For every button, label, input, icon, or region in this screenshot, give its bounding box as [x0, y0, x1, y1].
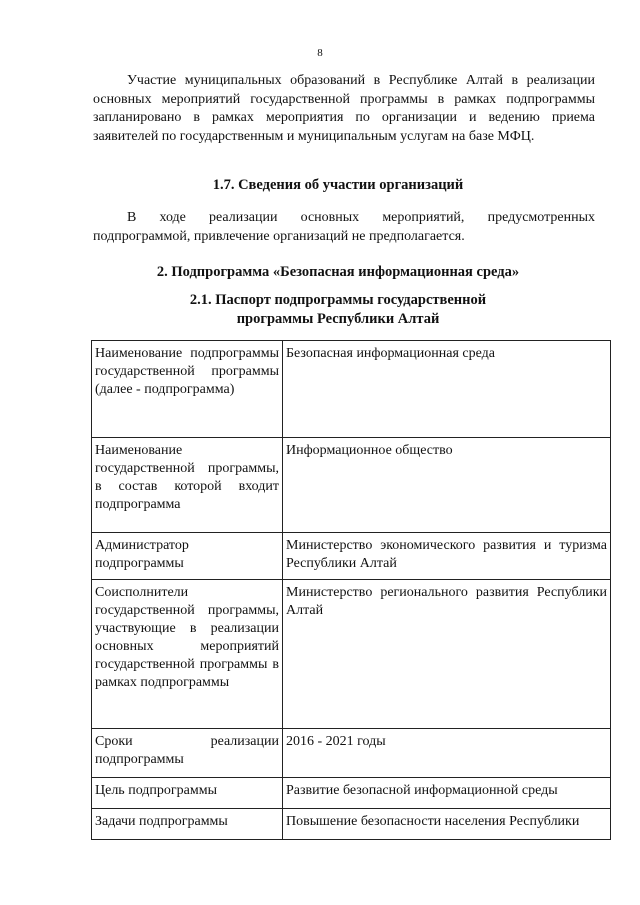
- row-label: Наименование подпрограммы государственной программы (далее - подпрограмма): [92, 341, 283, 438]
- subprogram-passport-table: [91, 340, 611, 840]
- paragraph-municipal-participation: Участие муниципальных образований в Республике Алтай в реализации основных мероприятий государственной программы в рамках подпрограммы запланировано в рамках мероприятия по организации и ведению приема заявителей по государственным и муниципальным услугам на базе МФЦ.: [93, 73, 595, 144]
- section-heading-2-1-line2: программы Республики Алтай: [236, 310, 440, 327]
- table-row: [92, 438, 611, 533]
- row-label: Наименование государственной программы, в состав которой входит подпрограмма: [92, 438, 283, 533]
- row-value: Безопасная информационная среда: [283, 341, 611, 438]
- table-row: [92, 809, 611, 840]
- table-row: [92, 533, 611, 580]
- section-heading-1-7: 1.7. Сведения об участии организаций: [212, 177, 464, 193]
- row-value: 2016 - 2021 годы: [283, 729, 611, 778]
- row-value: Развитие безопасной информационной среды: [283, 778, 611, 809]
- table-row: [92, 341, 611, 438]
- table-row: [92, 778, 611, 809]
- section-heading-2: 2. Подпрограмма «Безопасная информационная среда»: [156, 264, 520, 280]
- section-heading-2-1-line1: 2.1. Паспорт подпрограммы государственной: [189, 292, 487, 308]
- section-heading-2-1: [18, 291, 640, 328]
- row-value: Повышение безопасности населения Республики: [283, 809, 611, 840]
- row-label: Задачи подпрограммы: [92, 809, 283, 840]
- table-row: [92, 729, 611, 778]
- page-number: 8: [317, 47, 323, 59]
- row-value: Министерство экономического развития и туризма Республики Алтай: [283, 533, 611, 580]
- row-label: Сроки реализации подпрограммы: [92, 729, 283, 778]
- row-label: Соисполнители государственной программы, участвующие в реализации основных мероприятий государственной программы в рамках подпрограммы: [92, 580, 283, 729]
- row-label: Цель подпрограммы: [92, 778, 283, 809]
- row-value: Информационное общество: [283, 438, 611, 533]
- row-value: Министерство регионального развития Республики Алтай: [283, 580, 611, 729]
- table-row: [92, 580, 611, 729]
- paragraph-organizations: В ходе реализации основных мероприятий, предусмотренных подпрограммой, привлечение организаций не предполагается.: [93, 210, 595, 244]
- row-label: Администратор подпрограммы: [92, 533, 283, 580]
